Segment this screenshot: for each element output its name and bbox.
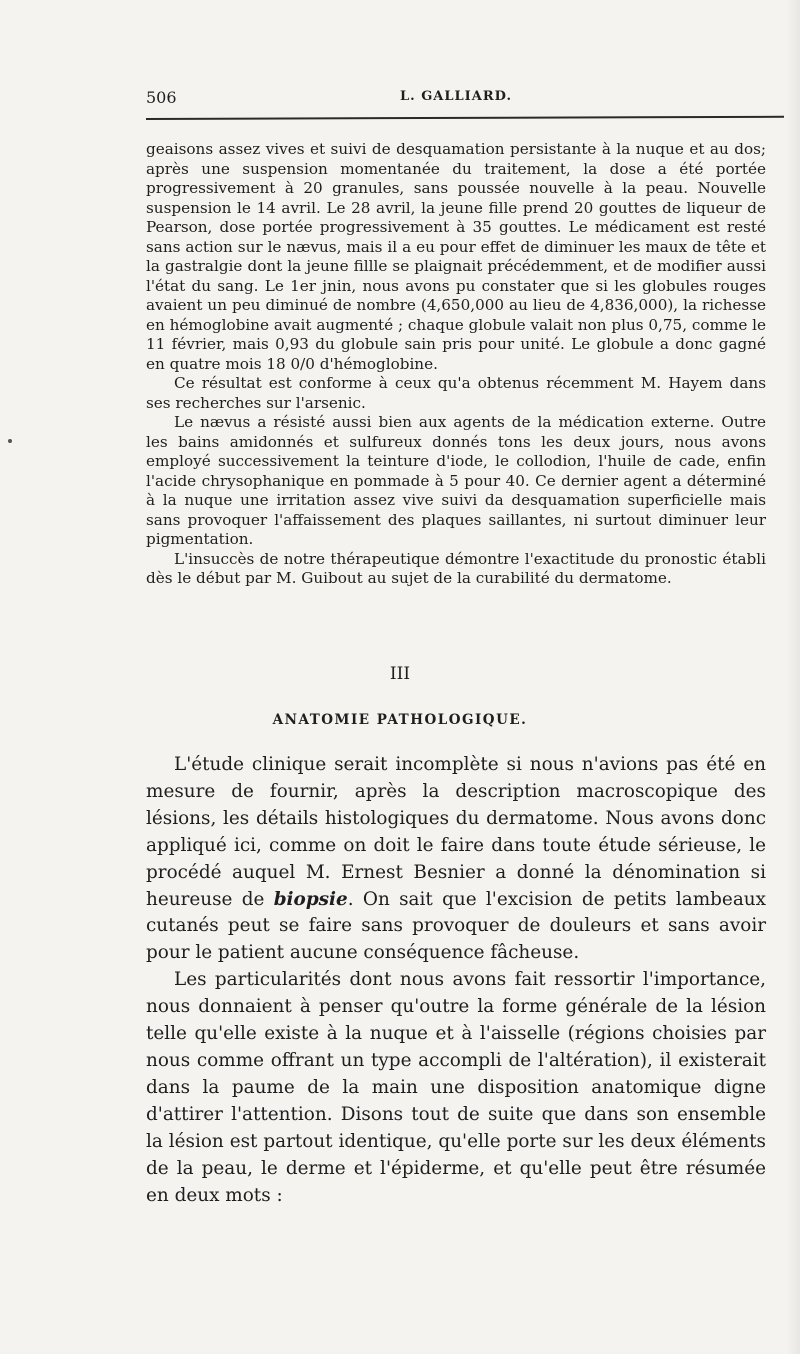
biopsie-term: biopsie <box>273 888 348 910</box>
running-author: L. GALLIARD. <box>400 89 512 104</box>
paragraph-naevus: Le nævus a résisté aussi bien aux agents de la médication externe. Outre les bains amidonnés et sulfureux donnés tons les deux jours, nous avons employé successivement la teinture d'iode, le collodion, l'huile de cade, enfin l'acide chrysophanique en pommade à 5 pour 40. Ce dernier agent a déterminé à la nuque une irritation assez vive suivi da desquamation superficielle mais sans provoquer l'affaissement des plaques saillantes, ni surtout diminuer leur pigmentation. <box>146 413 766 548</box>
paragraph-treatment: geaisons assez vives et suivi de desquamation persistante à la nuque et au dos; après une suspension momentanée du traitement, la dose a été portée progressivement à 20 granules, sans poussée nouvelle à la peau. Nouvelle suspension le 14 avril. Le 28 avril, la jeune fille prend 20 gouttes de liqueur de Pearson, dose portée progressivement à 35 gouttes. Le médicament est resté sans action sur le nævus, mais il a eu pour effet de diminuer les maux de tête et la gastralgie dont la jeune fillle se plaignait précédemment, et de modifier aussi l'état du sang. Le 1er jnin, nous avons pu constater que si les globules rouges avaient un peu diminué de nombre (4,650,000 au lieu de 4,836,000), la richesse en hémoglobine avait augmenté ; chaque globule valait non plus 0,75, comme le 11 février, mais 0,93 du globule sain pris pour unité. Le globule a donc gagné en quatre mois 18 0/0 d'hémoglobine. <box>146 140 766 373</box>
header-rule <box>146 116 784 120</box>
anatomy-text <box>146 752 766 1209</box>
paragraph-biopsie <box>146 752 766 967</box>
paragraph-insucces: L'insuccès de notre thérapeutique démontre l'exactitude du pronostic établi dès le début par M. Guibout au sujet de la curabilité du dermatome. <box>146 549 766 587</box>
page-number: 506 <box>146 88 177 107</box>
page-edge-shadow <box>786 0 800 1354</box>
paragraph-hayem: Ce résultat est conforme à ceux qu'a obtenus récemment M. Hayem dans ses recherches sur l'arsenic. <box>146 374 766 412</box>
running-head <box>146 88 766 112</box>
section-number: III <box>389 664 411 684</box>
paragraph-biopsie-end: . On sait que l'excision de petits lambeaux cutanés peut se faire sans provoquer de douleurs et sans avoir pour le patient aucune conséquence fâcheuse. <box>146 888 766 964</box>
case-report-text <box>146 140 766 589</box>
paragraph-biopsie-start: L'étude clinique serait incomplète si nous n'avions pas été en mesure de fournir, après la description macroscopique des lésions, les détails histologiques du dermatome. Nous avons donc appliqué ici, comme on doit le faire dans toute étude sérieuse, le procédé auquel M. Ernest Besnier a donné la dénomination si heureuse de <box>146 754 766 910</box>
margin-speck <box>8 439 12 443</box>
paragraph-particularites: Les particularités dont nous avons fait ressortir l'importance, nous donnaient à penser qu'outre la forme générale de la lésion telle qu'elle existe à la nuque et à l'aisselle (régions choisies par nous comme offrant un type accompli de l'altération), il existerait dans la paume de la main une disposition anatomique digne d'attirer l'attention. Disons tout de suite que dans son ensemble la lésion est partout identique, qu'elle porte sur les deux éléments de la peau, le derme et l'épiderme, et qu'elle peut être résumée en deux mots : <box>146 969 766 1206</box>
section-title: ANATOMIE PATHOLOGIQUE. <box>272 712 528 728</box>
